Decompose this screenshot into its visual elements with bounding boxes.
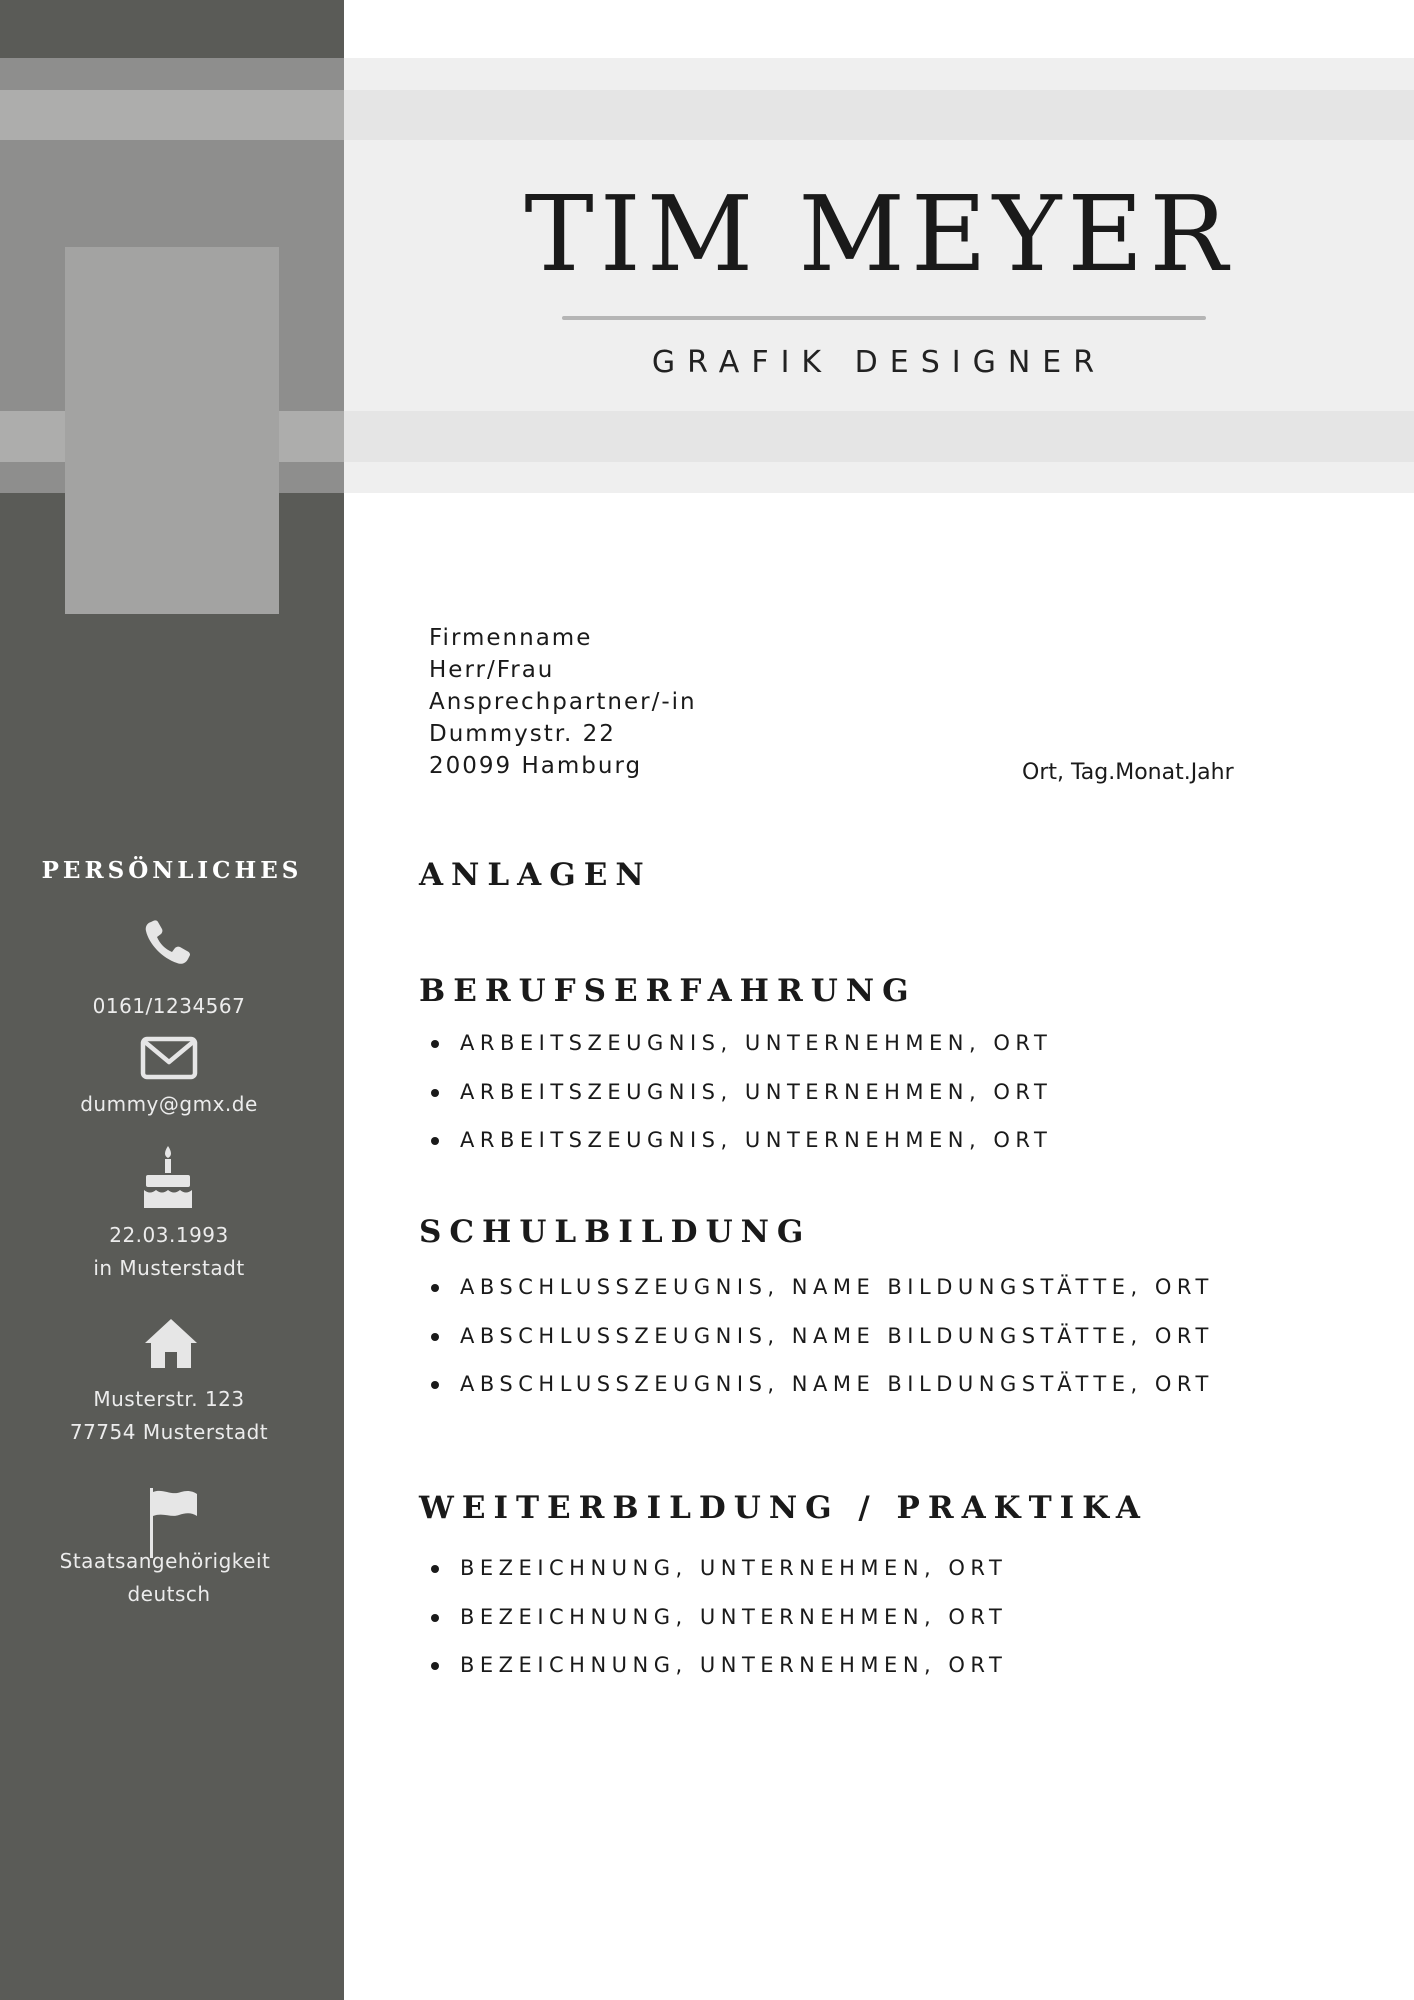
nationality-value: deutsch [127, 1582, 211, 1606]
recipient-street: Dummystr. 22 [429, 721, 616, 747]
section-title-berufserfahrung: BERUFSERFAHRUNG [419, 973, 917, 1009]
birth-date: 22.03.1993 [109, 1223, 229, 1247]
list-item: ARBEITSZEUGNIS, UNTERNEHMEN, ORT [430, 1019, 1052, 1068]
recipient-contact: Ansprechpartner/-in [429, 689, 697, 715]
list-item: BEZEICHNUNG, UNTERNEHMEN, ORT [430, 1593, 1007, 1642]
person-name: TIM MEYER [524, 173, 1234, 295]
city-address: 77754 Musterstadt [69, 1420, 269, 1444]
job-title: GRAFIK DESIGNER [651, 345, 1107, 380]
recipient-city: 20099 Hamburg [429, 753, 643, 779]
section-title-schulbildung: SCHULBILDUNG [419, 1214, 812, 1250]
weiterbildung-list [430, 1544, 1007, 1690]
letter-date: Ort, Tag.Monat.Jahr [1022, 760, 1234, 785]
street-address: Musterstr. 123 [93, 1387, 245, 1411]
schulbildung-list [430, 1263, 1214, 1409]
list-item: ABSCHLUSSZEUGNIS, NAME BILDUNGSTÄTTE, ORT [430, 1312, 1214, 1361]
personal-info-heading: PERSÖNLICHES [41, 857, 303, 884]
name-divider [562, 316, 1206, 320]
recipient-salutation: Herr/Frau [429, 657, 555, 683]
section-title-anlagen: ANLAGEN [419, 857, 652, 893]
birth-place: in Musterstadt [93, 1256, 245, 1280]
phone-icon [142, 918, 194, 968]
phone-number: 0161/1234567 [92, 994, 246, 1018]
nationality-label: Staatsangehörigkeit [59, 1549, 271, 1573]
list-item: BEZEICHNUNG, UNTERNEHMEN, ORT [430, 1544, 1007, 1593]
list-item: ABSCHLUSSZEUGNIS, NAME BILDUNGSTÄTTE, ORT [430, 1263, 1214, 1312]
berufserfahrung-list [430, 1019, 1052, 1165]
recipient-company: Firmenname [429, 625, 593, 651]
section-title-weiterbildung: WEITERBILDUNG / PRAKTIKA [419, 1490, 1148, 1526]
sidebar-light-stripe-top [0, 90, 344, 140]
list-item: BEZEICHNUNG, UNTERNEHMEN, ORT [430, 1641, 1007, 1690]
birthday-cake-icon [140, 1144, 196, 1210]
email-address: dummy@gmx.de [80, 1092, 258, 1116]
mail-icon [140, 1036, 198, 1080]
list-item: ABSCHLUSSZEUGNIS, NAME BILDUNGSTÄTTE, ORT [430, 1360, 1214, 1409]
profile-photo-placeholder [65, 247, 279, 614]
recipient-address [429, 622, 697, 782]
home-icon [143, 1316, 199, 1370]
list-item: ARBEITSZEUGNIS, UNTERNEHMEN, ORT [430, 1116, 1052, 1165]
header-stripe-top [344, 90, 1414, 140]
list-item: ARBEITSZEUGNIS, UNTERNEHMEN, ORT [430, 1068, 1052, 1117]
header-stripe-bottom [344, 411, 1414, 462]
